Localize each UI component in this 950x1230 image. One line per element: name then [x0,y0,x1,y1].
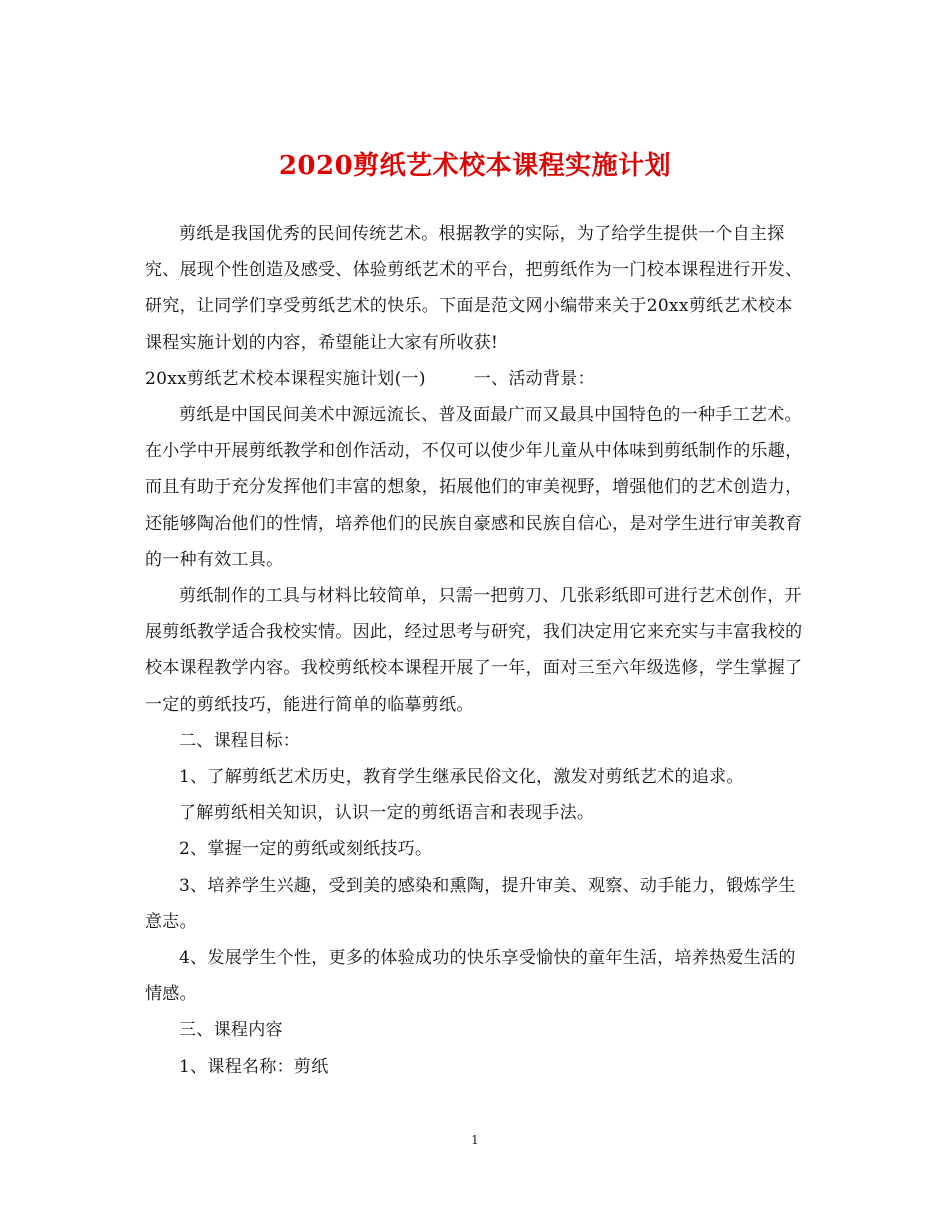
goal-item-3: 3、培养学生兴趣，受到美的感染和熏陶，提升审美、观察、动手能力，锻炼学生意志。 [145,875,796,932]
document-title: 2020剪纸艺术校本课程实施计划 [278,151,672,181]
goal-item-4: 4、发展学生个性，更多的体验成功的快乐享受愉快的童年生活，培养热爱生活的情感。 [145,948,796,1005]
section-heading-background: 一、活动背景： [473,368,595,389]
intro-paragraph: 剪纸是我国优秀的民间传统艺术。根据教学的实际，为了给学生提供一个自主探究、展现个性创造及感受、体验剪纸艺术的平台，把剪纸作为一门校本课程进行开发、研究，让同学们享受剪纸艺术的快乐。下面是范文网小编带来关于20xx剪纸艺术校本课程实施计划的内容，希望能让大家有所收获! [145,224,803,353]
goal-item-1: 1、了解剪纸艺术历史，教育学生继承民俗文化，激发对剪纸艺术的追求。 [179,767,744,788]
background-paragraph-2: 剪纸制作的工具与材料比较简单，只需一把剪刀、几张彩纸即可进行艺术创作，开展剪纸教学适合我校实情。因此，经过思考与研究，我们决定用它来充实与丰富我校的校本课程教学内容。我校剪纸校本课程开展了一年，面对三至六年级选修，学生掌握了一定的剪纸技巧，能进行简单的临摹剪纸。 [145,586,803,715]
document-subtitle: 20xx剪纸艺术校本课程实施计划(一) [145,368,426,389]
document-body [145,216,809,1085]
background-paragraph-1: 剪纸是中国民间美术中源远流长、普及面最广而又最具中国特色的一种手工艺术。在小学中开展剪纸教学和创作活动，不仅可以使少年儿童从中体味到剪纸制作的乐趣，而且有助于充分发挥他们丰富的想象，拓展他们的审美视野，增强他们的艺术创造力，还能够陶冶他们的性情，培养他们的民族自豪感和民族自信心，是对学生进行审美教育的一种有效工具。 [145,405,803,570]
goal-item-1-continued: 了解剪纸相关知识，认识一定的剪纸语言和表现手法。 [179,803,595,824]
content-item-1: 1、课程名称：剪纸 [179,1056,329,1077]
section-heading-goals: 二、课程目标： [179,730,301,751]
goal-item-2: 2、掌握一定的剪纸或刻纸技巧。 [179,839,433,860]
subtitle-line [145,361,809,397]
section-heading-content: 三、课程内容 [179,1020,283,1041]
page-number: 1 [471,1133,479,1147]
